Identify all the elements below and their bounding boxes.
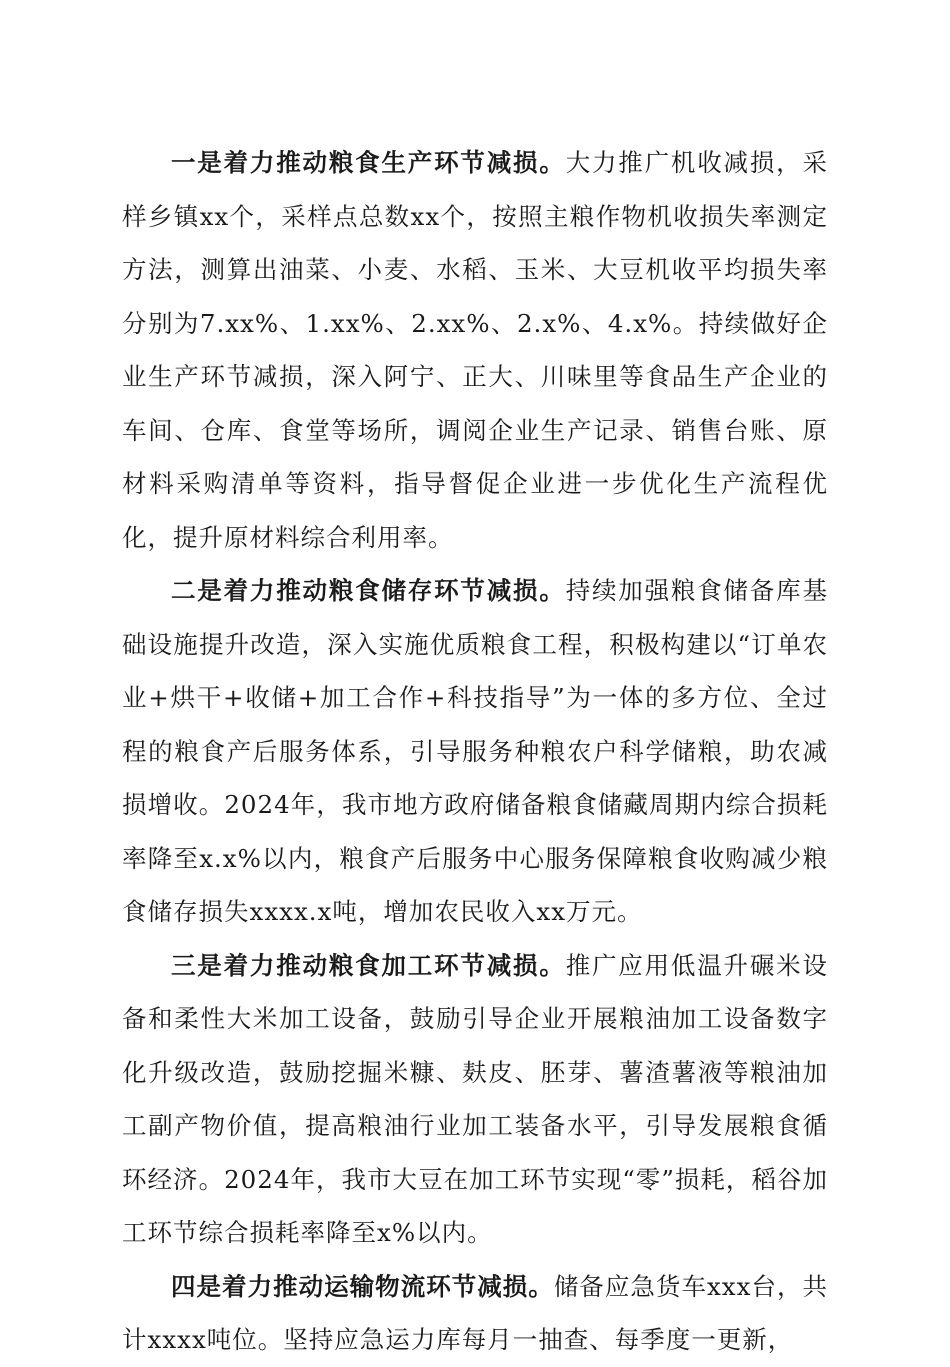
paragraph-heading: 三是着力推动粮食加工环节减损。 bbox=[171, 950, 566, 980]
paragraph-body: 持续加强粮食储备库基础设施提升改造，深入实施优质粮食工程，积极构建以“订单农业+烘干+收储+加工合作+科技指导”为一体的多方位、全过程的粮食产后服务体系，引导服务种粮农户科学储粮，助农减损增收。2024年，我市地方政府储备粮食储藏周期内综合损耗率降至x.x%以内，粮食产后服务中心服务保障粮食收购减少粮食储存损失xxxx.x吨，增加农民收入xx万元。 bbox=[122, 576, 828, 926]
paragraph-heading: 二是着力推动粮食储存环节减损。 bbox=[171, 576, 566, 605]
paragraph-processing bbox=[122, 939, 828, 1260]
paragraph-logistics bbox=[122, 1260, 828, 1367]
paragraph-body: 推广应用低温升碾米设备和柔性大米加工设备，鼓励引导企业开展粮油加工设备数字化升级改造，鼓励挖掘米糠、麸皮、胚芽、薯渣薯液等粮油加工副产物价值，提高粮油行业加工装备水平，引导发展粮食循环经济。2024年，我市大豆在加工环节实现“零”损耗，稻谷加工环节综合损耗率降至x%以内。 bbox=[122, 950, 828, 1247]
paragraph-heading: 四是着力推动运输物流环节减损。 bbox=[171, 1271, 554, 1301]
paragraph-body: 储备应急货车xxx台，共计xxxx吨位。坚持应急运力库每月一抽查、每季度一更新， bbox=[122, 1271, 828, 1354]
paragraph-heading: 一是着力推动粮食生产环节减损。 bbox=[171, 148, 566, 177]
paragraph-storage bbox=[122, 564, 828, 939]
paragraph-production bbox=[122, 136, 828, 564]
paragraph-body: 大力推广机收减损，采样乡镇xx个，采样点总数xx个，按照主粮作物机收损失率测定方法，测算出油菜、小麦、水稻、玉米、大豆机收平均损失率分别为7.xx%、1.xx%、2.xx%、2.x%、4.x%。持续做好企业生产环节减损，深入阿宁、正大、川味里等食品生产企业的车间、仓库、食堂等场所，调阅企业生产记录、销售台账、原材料采购清单等资料，指导督促企业进一步优化生产流程优化，提升原材料综合利用率。 bbox=[122, 148, 828, 552]
document-page bbox=[122, 136, 828, 1367]
